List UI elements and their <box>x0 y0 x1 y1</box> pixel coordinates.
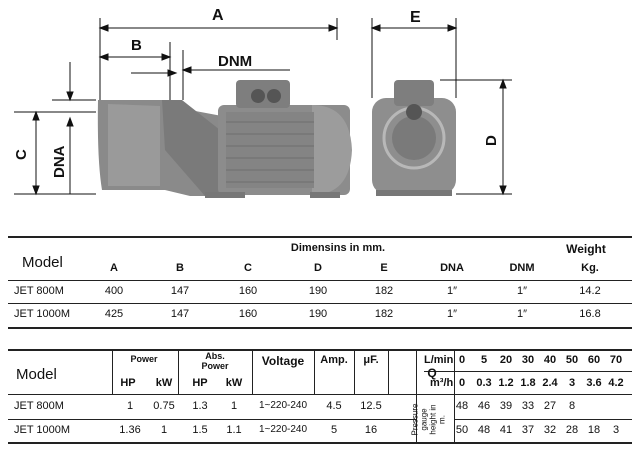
lmin-value: 50 <box>565 354 579 366</box>
dimensions-table <box>8 236 632 329</box>
lmin-value: 60 <box>587 354 601 366</box>
row-model: JET 1000M <box>14 308 71 320</box>
amp-header: Amp. <box>320 354 348 366</box>
cell-height: 41 <box>499 424 513 436</box>
cell-c: 160 <box>238 308 258 320</box>
cell-height: 3 <box>612 424 620 436</box>
table1-weight-unit: Kg. <box>581 262 599 274</box>
cell-e: 182 <box>374 308 394 320</box>
dim-label-b: B <box>131 37 142 54</box>
dim-label-dna: DNA <box>51 145 68 178</box>
cell-height: 50 <box>455 424 469 436</box>
dim-label-d: D <box>483 135 500 146</box>
power-header: Power <box>130 354 158 364</box>
abs-kw-header: kW <box>225 377 243 389</box>
m3h-value: 3.6 <box>586 377 602 389</box>
table1-col-d: D <box>314 262 322 274</box>
m3h-label: m³/h <box>430 377 454 389</box>
uf-header: μF. <box>363 354 379 366</box>
m3h-value: 1.8 <box>520 377 536 389</box>
cell-abs-hp: 1.3 <box>192 400 208 412</box>
cell-weight: 16.8 <box>579 308 601 320</box>
cell-b: 147 <box>170 285 190 297</box>
cell-height: 27 <box>543 400 557 412</box>
abs-power-header-line1: Abs. <box>205 351 225 361</box>
voltage-header: Voltage <box>261 354 305 368</box>
power-hp-header: HP <box>120 377 136 389</box>
cell-dna: 1″ <box>446 308 458 320</box>
cell-d: 190 <box>308 285 328 297</box>
cell-height: 48 <box>477 424 491 436</box>
lmin-value: 40 <box>543 354 557 366</box>
dim-label-c: C <box>13 149 30 160</box>
lmin-value: 70 <box>609 354 623 366</box>
cell-abs-kw: 1.1 <box>226 424 242 436</box>
cell-voltage: 1~220-240 <box>258 400 308 411</box>
q-header: Q <box>427 366 437 380</box>
m3h-value: 1.2 <box>498 377 514 389</box>
cell-kw: 1 <box>160 424 168 436</box>
cell-height: 33 <box>521 400 535 412</box>
cell-abs-hp: 1.5 <box>192 424 208 436</box>
cell-e: 182 <box>374 285 394 297</box>
row-model: JET 1000M <box>14 424 71 436</box>
cell-uf: 12.5 <box>360 400 382 412</box>
lmin-label: L/min <box>424 354 454 366</box>
cell-voltage: 1~220-240 <box>258 424 308 435</box>
pressure-label-line1: Pressure <box>410 403 420 436</box>
cell-hp: 1.36 <box>119 424 141 436</box>
cell-d: 190 <box>308 308 328 320</box>
pressure-label-line2: gauge <box>419 408 429 431</box>
cell-weight: 14.2 <box>579 285 601 297</box>
lmin-value: 30 <box>521 354 535 366</box>
cell-hp: 1 <box>126 400 134 412</box>
cell-amp: 5 <box>330 424 338 436</box>
row-model: JET 800M <box>14 285 64 297</box>
row-model: JET 800M <box>14 400 64 412</box>
cell-c: 160 <box>238 285 258 297</box>
table1-col-a: A <box>110 262 118 274</box>
m3h-value: 0.3 <box>476 377 492 389</box>
cell-dna: 1″ <box>446 285 458 297</box>
performance-table <box>8 349 632 444</box>
lmin-value: 5 <box>480 354 488 366</box>
cell-height: 46 <box>477 400 491 412</box>
cell-a: 400 <box>104 285 124 297</box>
cell-dnm: 1″ <box>516 308 528 320</box>
cell-height: 37 <box>521 424 535 436</box>
table1-col-c: C <box>244 262 252 274</box>
table1-col-b: B <box>176 262 184 274</box>
lmin-value: 0 <box>458 354 466 366</box>
cell-amp: 4.5 <box>326 400 342 412</box>
cell-height: 48 <box>455 400 469 412</box>
cell-dnm: 1″ <box>516 285 528 297</box>
m3h-value: 0 <box>458 377 466 389</box>
cell-height: 8 <box>568 400 576 412</box>
table1-weight-header: Weight <box>566 242 606 256</box>
dim-label-dnm: DNM <box>218 53 253 70</box>
abs-hp-header: HP <box>192 377 208 389</box>
pump-side-view <box>98 80 352 198</box>
pressure-label-line3: height in <box>428 404 438 435</box>
cell-b: 147 <box>170 308 190 320</box>
table1-col-dna: DNA <box>440 262 464 274</box>
power-kw-header: kW <box>155 377 173 389</box>
m3h-value: 2.4 <box>542 377 558 389</box>
pressure-label-line4: m. <box>437 415 447 424</box>
lmin-value: 20 <box>499 354 513 366</box>
table2-model-header: Model <box>16 366 57 383</box>
table1-model-header: Model <box>22 254 63 271</box>
m3h-value: 3 <box>568 377 576 389</box>
cell-height: 28 <box>565 424 579 436</box>
cell-height: 18 <box>587 424 601 436</box>
table1-col-e: E <box>380 262 388 274</box>
dim-label-e: E <box>410 9 421 26</box>
dim-label-a: A <box>212 7 224 24</box>
pump-end-view <box>372 80 456 196</box>
m3h-value: 4.2 <box>608 377 624 389</box>
cell-uf: 16 <box>364 424 378 436</box>
cell-height: 32 <box>543 424 557 436</box>
abs-power-header-line2: Power <box>201 361 229 371</box>
table1-col-dnm: DNM <box>509 262 535 274</box>
cell-height: 39 <box>499 400 513 412</box>
cell-kw: 0.75 <box>153 400 175 412</box>
cell-abs-kw: 1 <box>230 400 238 412</box>
table1-dimensions-header: Dimensins in mm. <box>290 242 386 254</box>
cell-a: 425 <box>104 308 124 320</box>
